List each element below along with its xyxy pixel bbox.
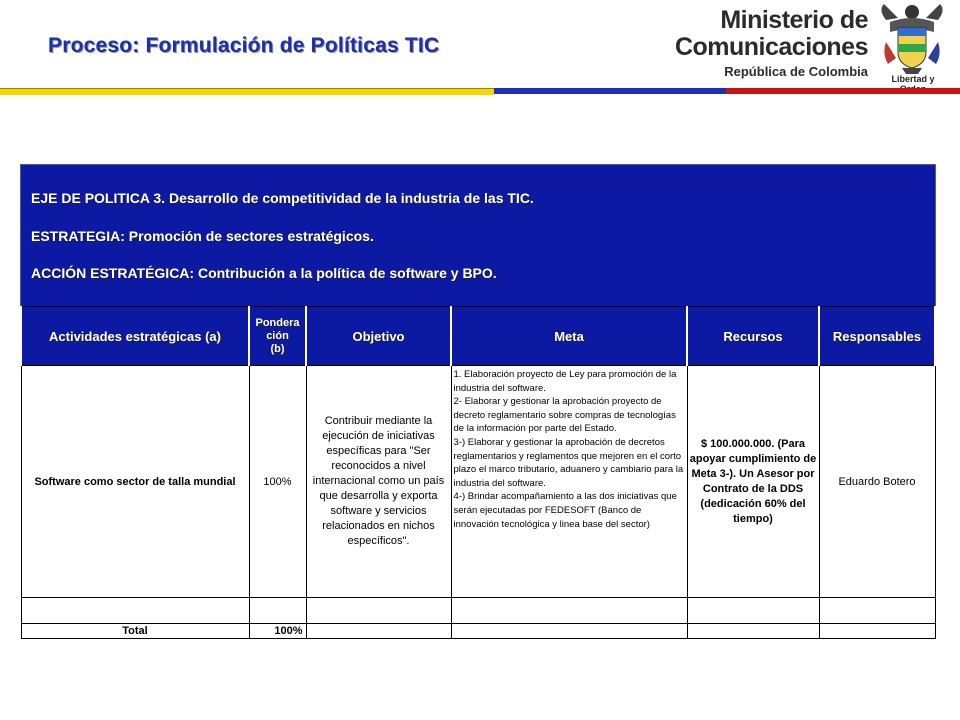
seal-motto: Libertad y xyxy=(891,74,935,84)
empty-cell xyxy=(451,598,687,624)
ponderacion-cell: 100% xyxy=(249,366,306,598)
brand-line-2: Comunicaciones xyxy=(674,33,868,61)
empty-cell xyxy=(21,598,249,624)
col-header-meta: Meta xyxy=(451,307,687,366)
recursos-cell: $ 100.000.000. (Para apoyar cumplimiento de Meta 3-). Un Asesor por Contrato de la DDS (dedicación 60% del tiempo) xyxy=(687,366,819,598)
meta-item: 4-) Brindar acompañamiento a las dos iniciativas que serán ejecutadas por FEDESOFT (Banco de innovación tecnológica y linea base del sector) xyxy=(453,491,677,530)
activities-table xyxy=(20,306,936,639)
total-row xyxy=(21,624,935,639)
total-label: Total xyxy=(21,624,249,639)
table-row xyxy=(21,366,935,598)
page-title: Proceso: Formulación de Políticas TIC xyxy=(48,34,440,57)
empty-cell xyxy=(249,598,306,624)
ponderacion-header-3: (b) xyxy=(270,342,285,355)
empty-cell xyxy=(306,624,451,639)
flag-color-bar xyxy=(0,88,960,94)
flag-yellow-stripe xyxy=(0,88,494,95)
flag-blue-stripe xyxy=(494,88,726,94)
estrategia-text: ESTRATEGIA: Promoción de sectores estratégicos. xyxy=(31,228,374,244)
empty-cell xyxy=(819,624,935,639)
meta-item: 1. Elaboración proyecto de Ley para promoción de la industria del software. xyxy=(453,369,677,394)
empty-row xyxy=(21,598,935,624)
ponderacion-header-2: ción xyxy=(266,329,289,342)
flag-red-stripe xyxy=(726,88,960,94)
total-value: 100% xyxy=(249,624,306,639)
meta-cell xyxy=(451,366,687,598)
brand-line-3: República de Colombia xyxy=(724,64,868,79)
eje-text: EJE DE POLITICA 3. Desarrollo de competitividad de la industria de las TIC. xyxy=(31,190,534,206)
accion-text: ACCIÓN ESTRATÉGICA: Contribución a la política de software y BPO. xyxy=(31,265,497,281)
meta-item: 2- Elaborar y gestionar la aprobación proyecto de decreto reglamentario sobre compras de tecnologías de la información por parte del Estado. xyxy=(453,396,676,435)
brand-line-1: Ministerio de xyxy=(720,6,868,34)
ponderacion-header-1: Pondera xyxy=(255,316,300,329)
col-header-responsables: Responsables xyxy=(819,307,935,366)
objetivo-cell: Contribuir mediante la ejecución de iniciativas específicas para "Ser reconocidos a nivel internacional como un país que desarrolla y exporta software y servicios relacionados en nichos específicos". xyxy=(306,366,451,598)
empty-cell xyxy=(819,598,935,624)
col-header-objetivo: Objetivo xyxy=(306,307,451,366)
meta-item: 3-) Elaborar y gestionar la aprobación de decretos reglamentarios y reglamentos que mejoren en el corto plazo el marco tributario, aduanero y cambiario para la industria del software. xyxy=(453,436,684,489)
empty-cell xyxy=(306,598,451,624)
empty-cell xyxy=(687,598,819,624)
col-header-actividades: Actividades estratégicas (a) xyxy=(21,307,249,366)
actividad-cell: Software como sector de talla mundial xyxy=(21,366,249,598)
empty-cell xyxy=(687,624,819,639)
responsables-cell: Eduardo Botero xyxy=(819,366,935,598)
col-header-recursos: Recursos xyxy=(687,307,819,366)
col-header-ponderacion xyxy=(249,307,306,366)
table-header-row xyxy=(21,307,935,366)
empty-cell xyxy=(451,624,687,639)
ministry-brand xyxy=(675,6,868,82)
policy-axis-box xyxy=(20,164,936,307)
